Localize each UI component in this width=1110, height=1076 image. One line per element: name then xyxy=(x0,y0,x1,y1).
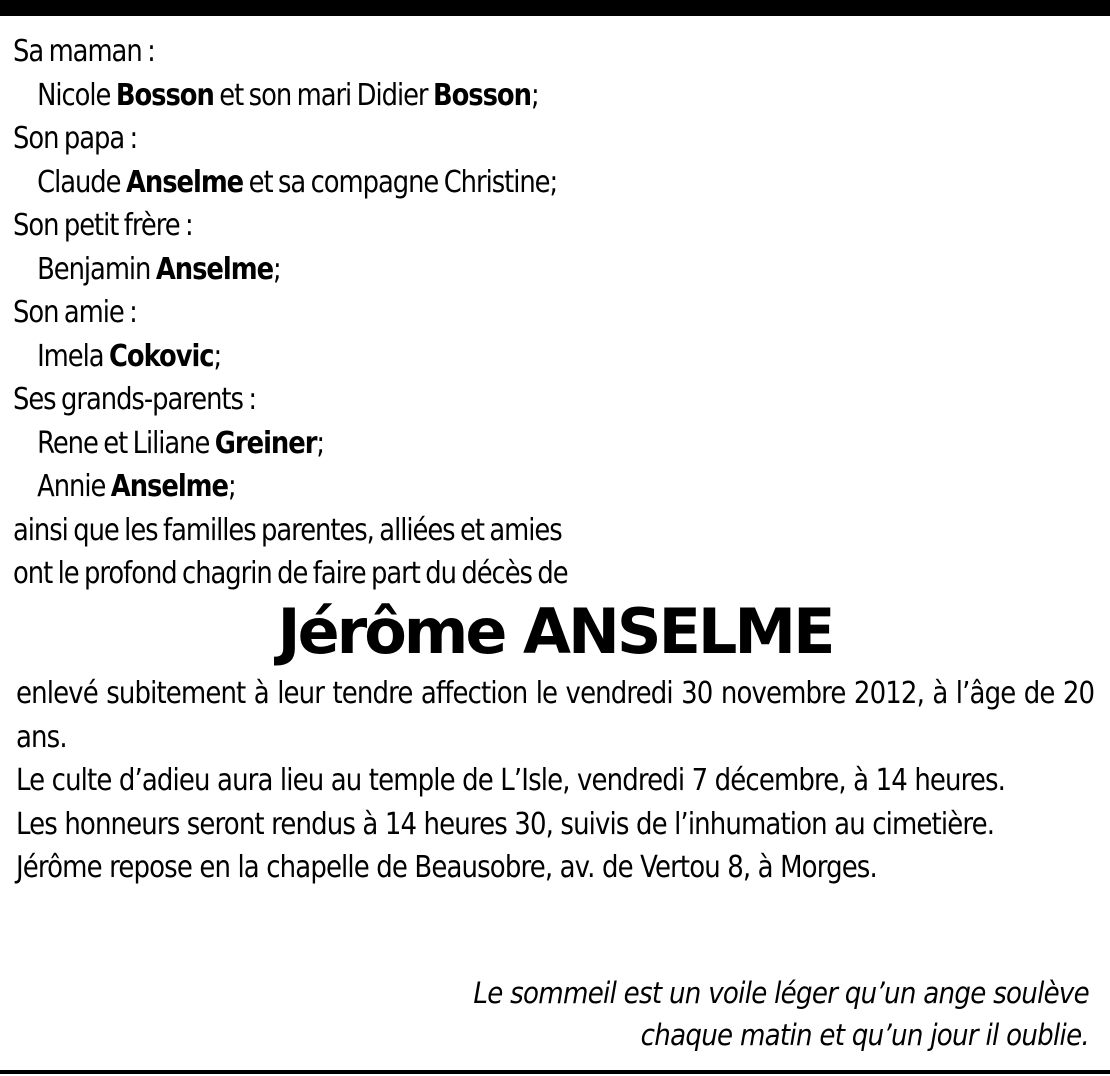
mother-husband-surname: Bosson xyxy=(432,77,531,113)
grandparents-heading: Ses grands-parents : xyxy=(13,382,257,417)
friend-heading: Son amie : xyxy=(13,295,137,330)
mother-first-name: Nicole xyxy=(37,77,111,113)
grandparents-2-first-name: Annie xyxy=(37,469,106,504)
mother-entry xyxy=(13,74,942,118)
separator: ; xyxy=(227,469,236,504)
closing-line-2: ont le profond chagrin de faire part du décès de xyxy=(13,556,568,591)
honours-notice: Les honneurs seront rendus à 14 heures 30, suivis de l’inhumation au cimetière. xyxy=(16,806,995,842)
father-surname: Anselme xyxy=(125,164,244,200)
brother-first-name: Benjamin xyxy=(37,251,151,287)
quote-line-2: chaque matin et qu’un jour il oublie. xyxy=(640,1018,1089,1052)
closing-line-1: ainsi que les familles parentes, alliées et amies xyxy=(13,512,562,548)
family-list xyxy=(13,30,942,596)
friend-surname: Cokovic xyxy=(108,338,214,374)
father-first-name: Claude xyxy=(37,164,121,200)
mother-heading: Sa maman : xyxy=(13,34,155,69)
mother-surname: Bosson xyxy=(115,77,214,113)
separator: ; xyxy=(530,77,539,113)
closing-quote xyxy=(0,972,1089,1056)
grandparents-entry-1 xyxy=(13,422,942,466)
grandparents-entry-2 xyxy=(13,465,942,509)
grandparents-1-first-names: Rene et Liliane xyxy=(37,425,210,461)
brother-heading: Son petit frère : xyxy=(13,208,193,243)
funeral-service: Le culte d’adieu aura lieu au temple de L’Isle, vendredi 7 décembre, à 14 heures. xyxy=(16,763,1006,798)
repose-location: Jérôme repose en la chapelle de Beausobre, av. de Vertou 8, à Morges. xyxy=(16,850,877,885)
bottom-border-rule xyxy=(0,1070,1110,1074)
separator: ; xyxy=(316,425,325,461)
quote-line-1: Le sommeil est un voile léger qu’un ange soulève xyxy=(473,976,1090,1010)
separator: ; xyxy=(213,338,222,374)
announcement-details xyxy=(16,672,1094,890)
death-notice: enlevé subitement à leur tendre affection le vendredi 30 novembre 2012, à l’âge de 20 ans. xyxy=(16,676,1095,755)
separator: ; xyxy=(273,251,281,287)
friend-first-name: Imela xyxy=(37,338,104,374)
father-conjunction: et sa compagne Christine; xyxy=(248,164,558,200)
mother-conjunction: et son mari Didier xyxy=(219,77,428,113)
father-entry xyxy=(13,161,942,205)
grandparents-2-surname: Anselme xyxy=(110,469,228,504)
father-heading: Son papa : xyxy=(13,121,138,156)
grandparents-1-surname: Greiner xyxy=(214,425,317,461)
brother-surname: Anselme xyxy=(155,251,274,287)
brother-entry xyxy=(13,248,942,292)
top-border-rule xyxy=(0,0,1110,16)
friend-entry xyxy=(13,335,942,379)
deceased-name: Jérôme ANSELME xyxy=(277,595,833,668)
